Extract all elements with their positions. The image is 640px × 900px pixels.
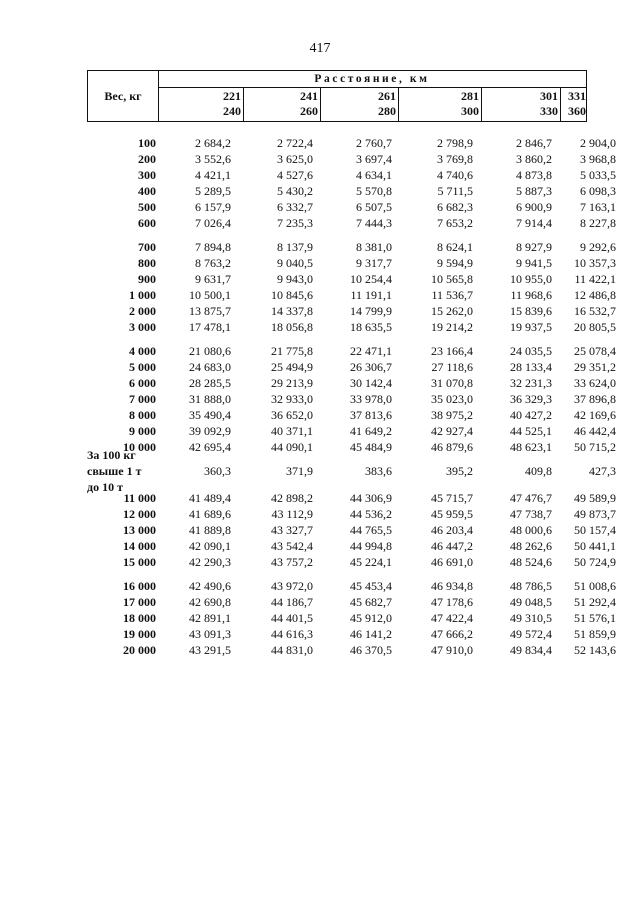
value-cell: 8 624,1: [437, 240, 473, 254]
value-cell: 51 292,4: [574, 595, 616, 609]
value-cell: 27 118,6: [431, 360, 473, 374]
range-from: 241: [300, 89, 318, 103]
value-cell: 45 224,1: [350, 555, 392, 569]
value-cell: 29 351,2: [574, 360, 616, 374]
value-cell: 9 317,7: [356, 256, 392, 270]
value-cell: 42 490,6: [189, 579, 231, 593]
distance-range-header: [243, 87, 320, 121]
value-cell: 18 635,5: [350, 320, 392, 334]
weight-cell: 300: [138, 168, 156, 182]
value-cell: 8 927,9: [516, 240, 552, 254]
weight-cell: 16 000: [123, 579, 156, 593]
weight-cell: 19 000: [123, 627, 156, 641]
table-row: [0, 215, 640, 231]
value-cell: 42 690,8: [189, 595, 231, 609]
value-cell: 11 422,1: [574, 272, 616, 286]
range-to: 330: [540, 104, 558, 118]
value-cell: 4 634,1: [356, 168, 392, 182]
value-cell: 8 381,0: [356, 240, 392, 254]
table-row: [0, 287, 640, 303]
weight-cell: 2 000: [129, 304, 156, 318]
value-cell: 43 327,7: [271, 523, 313, 537]
value-cell: 24 683,0: [189, 360, 231, 374]
value-cell: 7 026,4: [195, 216, 231, 230]
value-cell: 42 927,4: [431, 424, 473, 438]
value-cell: 24 035,5: [510, 344, 552, 358]
weight-cell: 400: [138, 184, 156, 198]
table-row: [0, 522, 640, 538]
weight-cell: 3 000: [129, 320, 156, 334]
value-cell: 50 441,1: [574, 539, 616, 553]
value-cell: 3 625,0: [277, 152, 313, 166]
value-cell: 4 873,8: [516, 168, 552, 182]
value-cell: 47 422,4: [431, 611, 473, 625]
value-cell: 8 227,8: [580, 216, 616, 230]
value-cell: 49 873,7: [574, 507, 616, 521]
weight-cell: 10 000: [123, 440, 156, 454]
value-cell: 14 799,9: [350, 304, 392, 318]
value-cell: 46 442,4: [574, 424, 616, 438]
value-cell: 9 941,5: [516, 256, 552, 270]
value-cell: 31 888,0: [189, 392, 231, 406]
weight-cell: 1 000: [129, 288, 156, 302]
value-cell: 45 484,9: [350, 440, 392, 454]
value-cell: 5 430,2: [277, 184, 313, 198]
weight-cell: 13 000: [123, 523, 156, 537]
value-cell: 7 653,2: [437, 216, 473, 230]
value-cell: 44 090,1: [271, 440, 313, 454]
value-cell: 43 112,9: [271, 507, 313, 521]
value-cell: 43 291,5: [189, 643, 231, 657]
range-from: 281: [461, 89, 479, 103]
table-row: [0, 391, 640, 407]
weight-cell: 18 000: [123, 611, 156, 625]
weight-cell: 15 000: [123, 555, 156, 569]
value-cell: 18 056,8: [271, 320, 313, 334]
value-cell: 32 933,0: [271, 392, 313, 406]
weight-cell: 900: [138, 272, 156, 286]
value-cell: 50 157,4: [574, 523, 616, 537]
value-cell: 32 231,3: [510, 376, 552, 390]
value-cell: 16 532,7: [574, 304, 616, 318]
value-cell: 47 476,7: [510, 491, 552, 505]
value-cell: 360,3: [204, 464, 231, 478]
value-cell: 10 254,4: [350, 272, 392, 286]
value-cell: 2 904,0: [580, 136, 616, 150]
weight-cell: 800: [138, 256, 156, 270]
value-cell: 7 914,4: [516, 216, 552, 230]
value-cell: 22 471,1: [350, 344, 392, 358]
value-cell: 29 213,9: [271, 376, 313, 390]
value-cell: 33 978,0: [350, 392, 392, 406]
table-row: [0, 303, 640, 319]
value-cell: 11 968,6: [510, 288, 552, 302]
table-row: [0, 135, 640, 151]
value-cell: 46 370,5: [350, 643, 392, 657]
value-cell: 43 757,2: [271, 555, 313, 569]
value-cell: 46 203,4: [431, 523, 473, 537]
value-cell: 50 724,9: [574, 555, 616, 569]
table-row: [0, 463, 640, 479]
value-cell: 45 912,0: [350, 611, 392, 625]
value-cell: 48 262,6: [510, 539, 552, 553]
range-to: 280: [378, 104, 396, 118]
distance-range-header: [481, 87, 560, 121]
range-to: 240: [223, 104, 241, 118]
table-row: [0, 626, 640, 642]
weight-cell: 4 000: [129, 344, 156, 358]
table-row: [0, 359, 640, 375]
value-cell: 45 959,5: [431, 507, 473, 521]
value-cell: 51 008,6: [574, 579, 616, 593]
weight-column-header: Вес, кг: [88, 71, 159, 121]
weight-cell: 7 000: [129, 392, 156, 406]
weight-cell: 17 000: [123, 595, 156, 609]
value-cell: 42 290,3: [189, 555, 231, 569]
range-to: 360: [568, 104, 586, 118]
value-cell: 4 527,6: [277, 168, 313, 182]
value-cell: 36 329,3: [510, 392, 552, 406]
table-row: [0, 538, 640, 554]
table-row: [0, 199, 640, 215]
value-cell: 44 831,0: [271, 643, 313, 657]
value-cell: 15 262,0: [431, 304, 473, 318]
value-cell: 26 306,7: [350, 360, 392, 374]
value-cell: 46 934,8: [431, 579, 473, 593]
weight-cell: 11 000: [123, 491, 156, 505]
value-cell: 31 070,8: [431, 376, 473, 390]
value-cell: 395,2: [446, 464, 473, 478]
value-cell: 15 839,6: [510, 304, 552, 318]
weight-cell: 100: [138, 136, 156, 150]
value-cell: 46 691,0: [431, 555, 473, 569]
value-cell: 47 666,2: [431, 627, 473, 641]
value-cell: 2 684,2: [195, 136, 231, 150]
value-cell: 10 565,8: [431, 272, 473, 286]
value-cell: 5 289,5: [195, 184, 231, 198]
value-cell: 28 285,5: [189, 376, 231, 390]
value-cell: 46 141,2: [350, 627, 392, 641]
value-cell: 11 191,1: [350, 288, 392, 302]
value-cell: 35 490,4: [189, 408, 231, 422]
value-cell: 39 092,9: [189, 424, 231, 438]
value-cell: 2 846,7: [516, 136, 552, 150]
table-row: [0, 642, 640, 658]
distance-column-header: Расстояние, км: [158, 71, 586, 88]
table-row: [0, 594, 640, 610]
distance-range-header: [320, 87, 398, 121]
value-cell: 43 091,3: [189, 627, 231, 641]
value-cell: 9 040,5: [277, 256, 313, 270]
distance-range-header: [158, 87, 243, 121]
value-cell: 33 624,0: [574, 376, 616, 390]
value-cell: 30 142,4: [350, 376, 392, 390]
value-cell: 409,8: [525, 464, 552, 478]
value-cell: 43 542,4: [271, 539, 313, 553]
value-cell: 21 080,6: [189, 344, 231, 358]
value-cell: 5 570,8: [356, 184, 392, 198]
value-cell: 42 898,2: [271, 491, 313, 505]
value-cell: 44 994,8: [350, 539, 392, 553]
per-100kg-label: свыше 1 т: [87, 464, 142, 478]
range-from: 301: [540, 89, 558, 103]
value-cell: 49 048,5: [510, 595, 552, 609]
value-cell: 41 889,8: [189, 523, 231, 537]
value-cell: 49 572,4: [510, 627, 552, 641]
value-cell: 7 235,3: [277, 216, 313, 230]
value-cell: 11 536,7: [431, 288, 473, 302]
value-cell: 6 157,9: [195, 200, 231, 214]
table-row: [0, 271, 640, 287]
weight-cell: 600: [138, 216, 156, 230]
value-cell: 10 357,3: [574, 256, 616, 270]
value-cell: 48 000,6: [510, 523, 552, 537]
distance-range-header: [398, 87, 481, 121]
value-cell: 14 337,8: [271, 304, 313, 318]
value-cell: 45 715,7: [431, 491, 473, 505]
value-cell: 5 033,5: [580, 168, 616, 182]
value-cell: 42 891,1: [189, 611, 231, 625]
value-cell: 49 834,4: [510, 643, 552, 657]
value-cell: 17 478,1: [189, 320, 231, 334]
value-cell: 49 589,9: [574, 491, 616, 505]
value-cell: 42 695,4: [189, 440, 231, 454]
value-cell: 40 371,1: [271, 424, 313, 438]
value-cell: 51 576,1: [574, 611, 616, 625]
value-cell: 3 968,8: [580, 152, 616, 166]
value-cell: 5 887,3: [516, 184, 552, 198]
value-cell: 8 137,9: [277, 240, 313, 254]
table-row: [0, 423, 640, 439]
value-cell: 7 163,1: [580, 200, 616, 214]
value-cell: 6 900,9: [516, 200, 552, 214]
value-cell: 20 805,5: [574, 320, 616, 334]
value-cell: 52 143,6: [574, 643, 616, 657]
value-cell: 3 860,2: [516, 152, 552, 166]
value-cell: 3 552,6: [195, 152, 231, 166]
value-cell: 25 494,9: [271, 360, 313, 374]
value-cell: 40 427,2: [510, 408, 552, 422]
table-row: [0, 167, 640, 183]
value-cell: 41 489,4: [189, 491, 231, 505]
value-cell: 37 896,8: [574, 392, 616, 406]
value-cell: 45 453,4: [350, 579, 392, 593]
value-cell: 6 682,3: [437, 200, 473, 214]
value-cell: 7 444,3: [356, 216, 392, 230]
weight-cell: 5 000: [129, 360, 156, 374]
range-from: 331: [568, 89, 586, 103]
table-row: [0, 407, 640, 423]
value-cell: 9 594,9: [437, 256, 473, 270]
value-cell: 4 740,6: [437, 168, 473, 182]
weight-cell: 14 000: [123, 539, 156, 553]
value-cell: 47 910,0: [431, 643, 473, 657]
value-cell: 44 306,9: [350, 491, 392, 505]
value-cell: 21 775,8: [271, 344, 313, 358]
weight-cell: 12 000: [123, 507, 156, 521]
distance-range-header: [560, 87, 588, 121]
value-cell: 4 421,1: [195, 168, 231, 182]
table-header: [87, 70, 587, 122]
per-100kg-label: За 100 кг: [87, 448, 136, 462]
value-cell: 383,6: [365, 464, 392, 478]
value-cell: 42 090,1: [189, 539, 231, 553]
weight-cell: 200: [138, 152, 156, 166]
value-cell: 2 798,9: [437, 136, 473, 150]
value-cell: 46 879,6: [431, 440, 473, 454]
table-row: [0, 319, 640, 335]
table-row: [0, 506, 640, 522]
value-cell: 8 763,2: [195, 256, 231, 270]
value-cell: 37 813,6: [350, 408, 392, 422]
value-cell: 48 524,6: [510, 555, 552, 569]
value-cell: 44 186,7: [271, 595, 313, 609]
value-cell: 47 178,6: [431, 595, 473, 609]
value-cell: 36 652,0: [271, 408, 313, 422]
value-cell: 50 715,2: [574, 440, 616, 454]
range-from: 221: [223, 89, 241, 103]
value-cell: 25 078,4: [574, 344, 616, 358]
value-cell: 35 023,0: [431, 392, 473, 406]
value-cell: 48 786,5: [510, 579, 552, 593]
range-from: 261: [378, 89, 396, 103]
value-cell: 28 133,4: [510, 360, 552, 374]
value-cell: 42 169,6: [574, 408, 616, 422]
value-cell: 47 738,7: [510, 507, 552, 521]
table-row: [0, 183, 640, 199]
weight-cell: 9 000: [129, 424, 156, 438]
range-to: 260: [300, 104, 318, 118]
value-cell: 6 507,5: [356, 200, 392, 214]
value-cell: 19 214,2: [431, 320, 473, 334]
value-cell: 44 765,5: [350, 523, 392, 537]
value-cell: 49 310,5: [510, 611, 552, 625]
value-cell: 2 760,7: [356, 136, 392, 150]
page-number: 417: [309, 41, 331, 56]
value-cell: 427,3: [589, 464, 616, 478]
value-cell: 6 098,3: [580, 184, 616, 198]
value-cell: 13 875,7: [189, 304, 231, 318]
value-cell: 9 943,0: [277, 272, 313, 286]
value-cell: 9 292,6: [580, 240, 616, 254]
value-cell: 41 689,6: [189, 507, 231, 521]
weight-cell: 20 000: [123, 643, 156, 657]
value-cell: 44 616,3: [271, 627, 313, 641]
value-cell: 44 401,5: [271, 611, 313, 625]
value-cell: 6 332,7: [277, 200, 313, 214]
value-cell: 38 975,2: [431, 408, 473, 422]
value-cell: 371,9: [286, 464, 313, 478]
per-100kg-label: до 10 т: [87, 480, 123, 494]
table-row: [0, 610, 640, 626]
range-to: 300: [461, 104, 479, 118]
value-cell: 9 631,7: [195, 272, 231, 286]
value-cell: 3 769,8: [437, 152, 473, 166]
value-cell: 23 166,4: [431, 344, 473, 358]
value-cell: 10 845,6: [271, 288, 313, 302]
value-cell: 10 500,1: [189, 288, 231, 302]
table-row: [0, 239, 640, 255]
value-cell: 51 859,9: [574, 627, 616, 641]
table-row: [0, 554, 640, 570]
value-cell: 7 894,8: [195, 240, 231, 254]
weight-cell: 500: [138, 200, 156, 214]
value-cell: 44 525,1: [510, 424, 552, 438]
value-cell: 48 623,1: [510, 440, 552, 454]
weight-cell: 6 000: [129, 376, 156, 390]
value-cell: 12 486,8: [574, 288, 616, 302]
value-cell: 5 711,5: [437, 184, 473, 198]
table-row: [0, 578, 640, 594]
value-cell: 45 682,7: [350, 595, 392, 609]
value-cell: 41 649,2: [350, 424, 392, 438]
table-row: [0, 255, 640, 271]
weight-cell: 700: [138, 240, 156, 254]
value-cell: 3 697,4: [356, 152, 392, 166]
value-cell: 43 972,0: [271, 579, 313, 593]
value-cell: 44 536,2: [350, 507, 392, 521]
weight-cell: 8 000: [129, 408, 156, 422]
value-cell: 2 722,4: [277, 136, 313, 150]
table-row: [0, 151, 640, 167]
value-cell: 19 937,5: [510, 320, 552, 334]
value-cell: 10 955,0: [510, 272, 552, 286]
value-cell: 46 447,2: [431, 539, 473, 553]
table-row: [0, 343, 640, 359]
table-row: [0, 375, 640, 391]
